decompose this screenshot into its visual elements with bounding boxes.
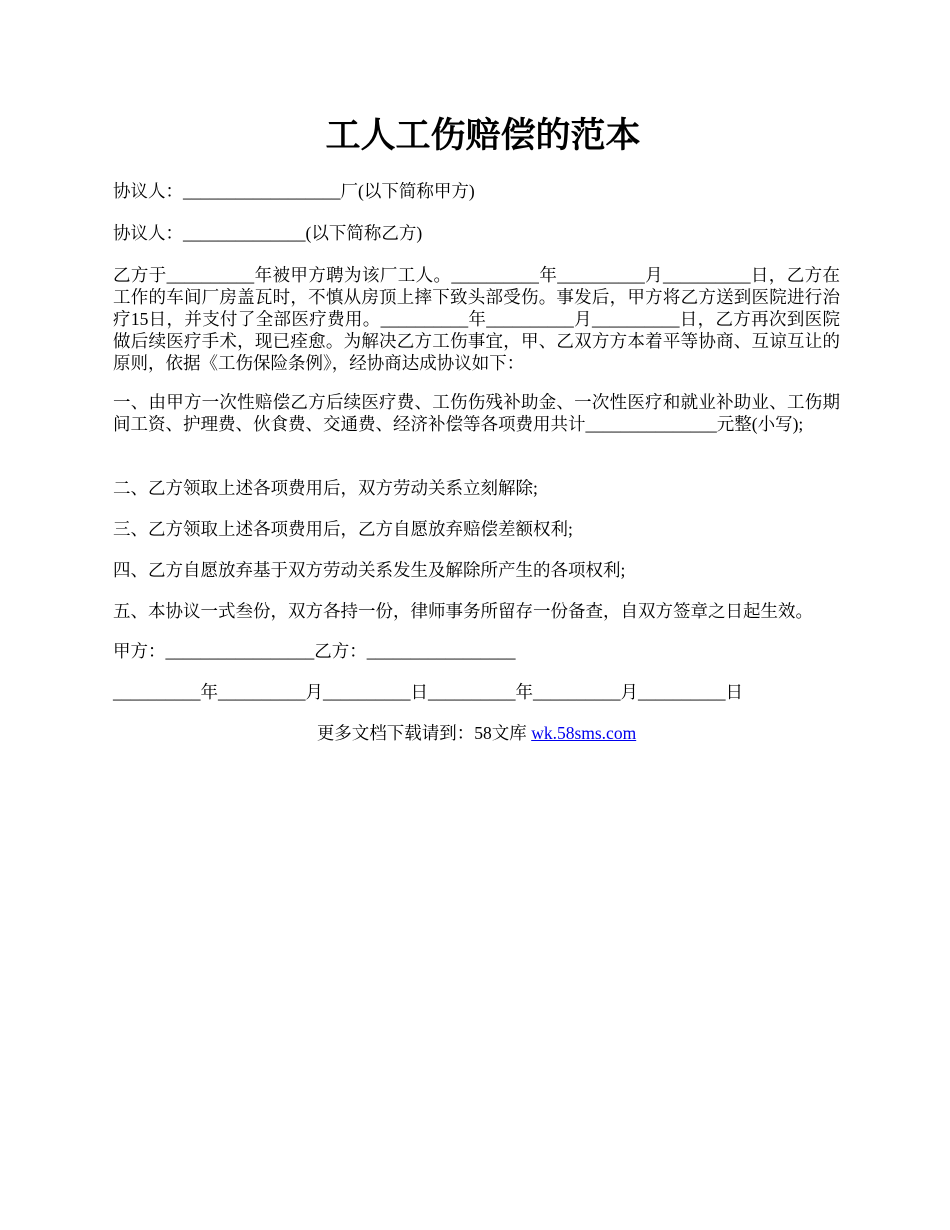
clause-4: 四、乙方自愿放弃基于双方劳动关系发生及解除所产生的各项权利; [113,560,626,580]
clause-2: 二、乙方领取上述各项费用后，双方劳动关系立刻解除; [113,478,538,498]
clause-1: 一、由甲方一次性赔偿乙方后续医疗费、工伤伤残补助金、一次性医疗和就业补助业、工伤期间工资、护理费、伙食费、交通费、经济补偿等各项费用共计_______________元整(小写); [113,392,840,434]
document-title: 工人工伤赔偿的范本 [325,116,641,155]
signature-line: 甲方：_________________乙方：_________________ [113,641,516,661]
clause-3: 三、乙方领取上述各项费用后，乙方自愿放弃赔偿差额权利; [113,519,573,539]
party-b-line: 协议人：______________(以下简称乙方) [113,223,423,243]
footer-prefix: 更多文档下载请到：58文库 [316,723,532,743]
footer-link[interactable]: wk.58sms.com [531,723,637,743]
clause-5: 五、本协议一式叁份，双方各持一份，律师事务所留存一份备查，自双方签章之日起生效。 [113,601,813,621]
date-line: __________年__________月__________日__________年__________月__________日 [113,682,743,702]
footer [113,722,840,744]
party-a-line: 协议人：__________________厂(以下简称甲方) [113,181,475,201]
background-paragraph: 乙方于__________年被甲方聘为该厂工人。__________年__________月__________日，乙方在工作的车间厂房盖瓦时，不慎从房顶上摔下致头部受伤。事发后，甲方将乙方送到医院进行治疗15日，并支付了全部医疗费用。__________年__________月__________日，乙方再次到医院做后续医疗手术，现已痊愈。为解决乙方工伤事宜，甲、乙双方方本着平等协商、互谅互让的原则，依据《工伤保险条例》，经协商达成协议如下： [113,265,840,373]
